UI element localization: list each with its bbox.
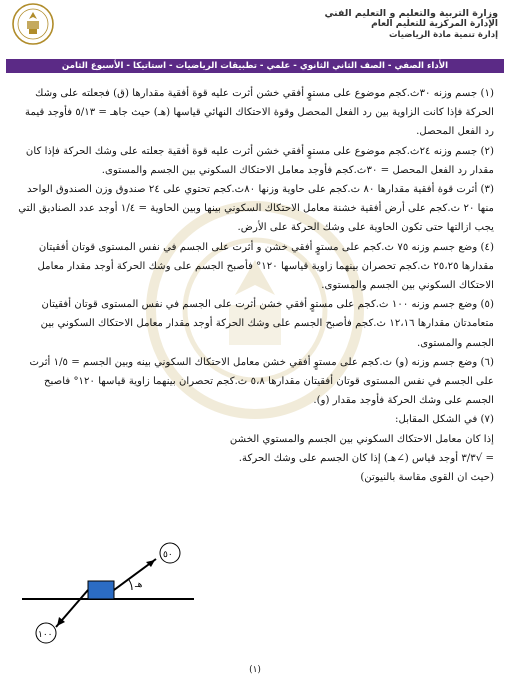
force-bottom-label: ١٠٠ bbox=[38, 630, 53, 640]
problems-content bbox=[16, 84, 494, 487]
problem-1: (١) جسم وزنه ٣٠ث.كجم موضوع على مستوٍ أفقي خشن أثرت عليه قوة أفقية مقدارها (ق) فجعلته على وشك الحركة فإذا كانت الزاوية بين رد الفعل المحصل وقوة الاحتكاك النهائي قياسها (هـ) حيث جاهـ = ٥/١٣ فأوجد قيمة رد الفعل المحصل. bbox=[25, 88, 494, 138]
page-number: (١) bbox=[249, 665, 261, 675]
problem-7-heading: (٧) في الشكل المقابل: bbox=[395, 414, 494, 426]
problem-6: (٦) وضع جسم وزنه (و) ث.كجم على مستوٍ أفقي خشن معامل الاحتكاك السكوني بينه وبين الجسم = ١/٥ أثرت على الجسم في نفس المستوى قوتان أفقيتان مقدارها ٥،٨ ث.كجم تحصران بينهما زاوية قياسها ١٢٠° فاصبح الجسم على وشك الحركة فأوجد مقدار (و). bbox=[29, 356, 494, 407]
force-diagram bbox=[18, 541, 198, 645]
force-top-label: ٥٠ bbox=[163, 550, 173, 560]
angle-label: هـ bbox=[135, 580, 143, 590]
directorate-name: الإدارة المركزية للتعليم العام bbox=[371, 19, 498, 29]
ministry-block bbox=[238, 8, 498, 41]
problem-7-line-1: إذا كان معامل الاحتكاك السكوني بين الجسم والمستوي الخشن bbox=[229, 433, 494, 445]
problem-3: (٣) أثرت قوة أفقية مقدارها ٨٠ ث.كجم على حاوية وزنها ٨٠ث.كجم تحتوي على ٢٤ صندوق وزن الصندوق الواحد منها ٢٠ ث.كجم على أرض أفقية خشنة معامل الاحتكاك السكوني بينها وبين الحاوية = ١/٤ أوجد عدد الصناديق التي يجب ازالتها حتى تكون الحاوية على وشك الحركة على الأرض. bbox=[18, 184, 494, 234]
lesson-banner: الأداء الصفي - الصف الثاني الثانوي - علمي - تطبيقات الرياضيات - استاتيكا - الأسبوع الثامن bbox=[6, 59, 504, 73]
problem-5: (٥) وضع جسم وزنه ١٠٠ ث.كجم على مستوٍ أفقي خشن أثرت على الجسم في نفس المستوى قوتان أفقيتان متعامدتان مقدارها ١٢،١٦ ث.كجم فأصبح الجسم على وشك الحركة أوجد مقدار معامل الاحتكاك السكوني بين الجسم والمستوى. bbox=[40, 299, 494, 349]
page-header bbox=[0, 0, 510, 58]
ministry-name: وزارة التربية والتعليم و التعليم الفني bbox=[324, 8, 498, 19]
problem-2: (٢) جسم وزنه ٢٤ث.كجم موضوع على مستوٍ أفقي خشن أثرت عليه قوة أفقية جعلته على وشك الحركة فإذا كان مقدار رد الفعل المحصل = ٣٠ث.كجم فأوجد معامل الاحتكاك السكوني بين الجسم والمستوى. bbox=[25, 145, 494, 176]
department-name: إدارة تنمية مادة الرياضيات bbox=[389, 30, 498, 40]
ministry-seal-logo bbox=[12, 3, 54, 45]
problem-7-note: (حيث ان القوى مقاسة بالنيوتن) bbox=[360, 472, 494, 484]
problem-4: (٤) وضع جسم وزنه ٧٥ ث.كجم على مستوٍ أفقي خشن و أثرت على الجسم في نفس المستوى قوتان أفقيتان مقدارها ٢٥،٢٥ ث.كجم تحصران بينهما زاوية قياسها ١٢٠° فأصبح الجسم على وشك الحركة أوجد مقدار معامل الاحتكاك السكوني بين الجسم والمستوى. bbox=[37, 241, 494, 292]
problem-7-line-2: = √٣/٣ أوجد قياس (∠هـ) إذا كان الجسم على وشك الحركة. bbox=[238, 452, 494, 464]
